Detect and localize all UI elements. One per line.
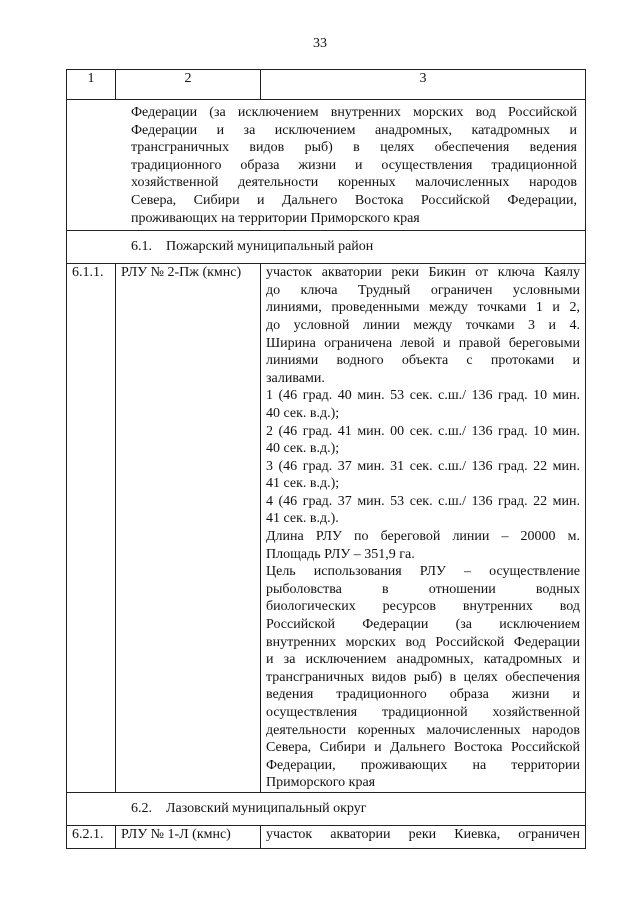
- section-row-pozharsky: [67, 231, 586, 264]
- continuation-text: [67, 100, 586, 231]
- entry-number: 6.1.1.: [67, 264, 116, 793]
- table-row-6-2-1: [67, 825, 586, 848]
- area-code: РЛУ № 2-Пж (кмнс): [116, 264, 261, 793]
- text-line: традиционного образа жизни и осуществления традиционной: [131, 157, 577, 173]
- text-line: рыболовства в отношении водных: [266, 581, 580, 597]
- table-header-row: [67, 70, 586, 100]
- text-line: 40 сек. в.д.);: [266, 405, 340, 421]
- text-line: деятельности коренных малочисленных народов: [266, 722, 580, 738]
- text-line: Цель использования РЛУ – осуществление: [266, 564, 580, 580]
- text-line: Российской Федерации (за исключением: [266, 617, 580, 633]
- text-line: 3 (46 град. 37 мин. 31 сек. с.ш./ 136 град. 22 мин.: [266, 458, 580, 474]
- section-title: Лазовский муниципальный округ: [166, 801, 367, 817]
- text-line: и за исключением анадромных, катадромных и: [266, 652, 580, 668]
- page-number: 33: [313, 36, 327, 51]
- text-line: Федерации, проживающих на территории: [266, 757, 580, 773]
- text-line: заливами.: [266, 370, 325, 386]
- text-line: 4 (46 град. 37 мин. 53 сек. с.ш./ 136 град. 22 мин.: [266, 493, 580, 509]
- text-line: внутренних морских вод Российской Федерации: [266, 634, 580, 650]
- text-line: 41 сек. в.д.).: [266, 511, 339, 527]
- text-line: участок акватории реки Бикин от ключа Каялу: [266, 265, 580, 281]
- text-line: проживающих на территории Приморского края: [131, 210, 420, 226]
- text-line: трансграничных видов рыб) в целях обеспечения: [266, 669, 580, 685]
- text-line: 2 (46 град. 41 мин. 00 сек. с.ш./ 136 град. 10 мин.: [266, 423, 580, 439]
- continuation-row: [67, 100, 586, 231]
- text-line: линиями водного объекта с протоками и: [266, 353, 580, 369]
- section-number: 6.1.: [131, 239, 152, 255]
- text-line: хозяйственной деятельности коренных малочисленных народов: [131, 175, 577, 191]
- text-line: ведения традиционного образа жизни и: [266, 687, 580, 703]
- text-line: Ширина ограничена левой и правой береговыми: [266, 335, 580, 351]
- text-line: до ключа Трудный ограничен условными: [266, 282, 580, 298]
- text-line: Федерации (за исключением внутренних морских вод Российской: [131, 105, 577, 120]
- text-line: Севера, Сибири и Дальнего Востока Российской: [266, 740, 580, 756]
- column-header-3: 3: [261, 70, 586, 100]
- section-row-lazovsky: [67, 792, 586, 825]
- text-line: Федерации и за исключением анадромных, катадромных и: [131, 122, 577, 138]
- text-line: линиями, проведенными между точками 1 и 2,: [266, 300, 580, 316]
- text-line: Приморского края: [266, 775, 376, 791]
- column-header-1: 1: [67, 70, 116, 100]
- section-heading: [67, 231, 586, 264]
- area-description: [261, 264, 586, 793]
- text-line: Площадь РЛУ – 351,9 га.: [266, 546, 415, 562]
- table-row-6-1-1: [67, 264, 586, 793]
- text-line: Севера, Сибири и Дальнего Востока Российской Федерации,: [131, 192, 577, 208]
- column-header-2: 2: [116, 70, 261, 100]
- text-line: Длина РЛУ по береговой линии – 20000 м.: [266, 529, 580, 545]
- fishing-areas-table: [66, 69, 586, 849]
- text-line: осуществления традиционной хозяйственной: [266, 705, 580, 720]
- section-title: Пожарский муниципальный район: [166, 239, 374, 255]
- section-heading: [67, 792, 586, 825]
- text-line: участок акватории реки Киевка, ограничен: [266, 826, 580, 842]
- text-line: биологических ресурсов внутренних вод: [266, 599, 580, 615]
- text-line: до условной линии между точками 3 и 4.: [266, 317, 580, 333]
- text-line: трансграничных видов рыб) в целях обеспечения ведения: [131, 140, 577, 156]
- entry-number: 6.2.1.: [67, 825, 116, 848]
- section-number: 6.2.: [131, 801, 152, 817]
- text-line: 41 сек. в.д.);: [266, 476, 340, 492]
- text-line: 1 (46 град. 40 мин. 53 сек. с.ш./ 136 град. 10 мин.: [266, 388, 580, 404]
- area-description: [261, 825, 586, 848]
- text-line: 40 сек. в.д.);: [266, 441, 340, 457]
- area-code: РЛУ № 1-Л (кмнс): [116, 825, 261, 848]
